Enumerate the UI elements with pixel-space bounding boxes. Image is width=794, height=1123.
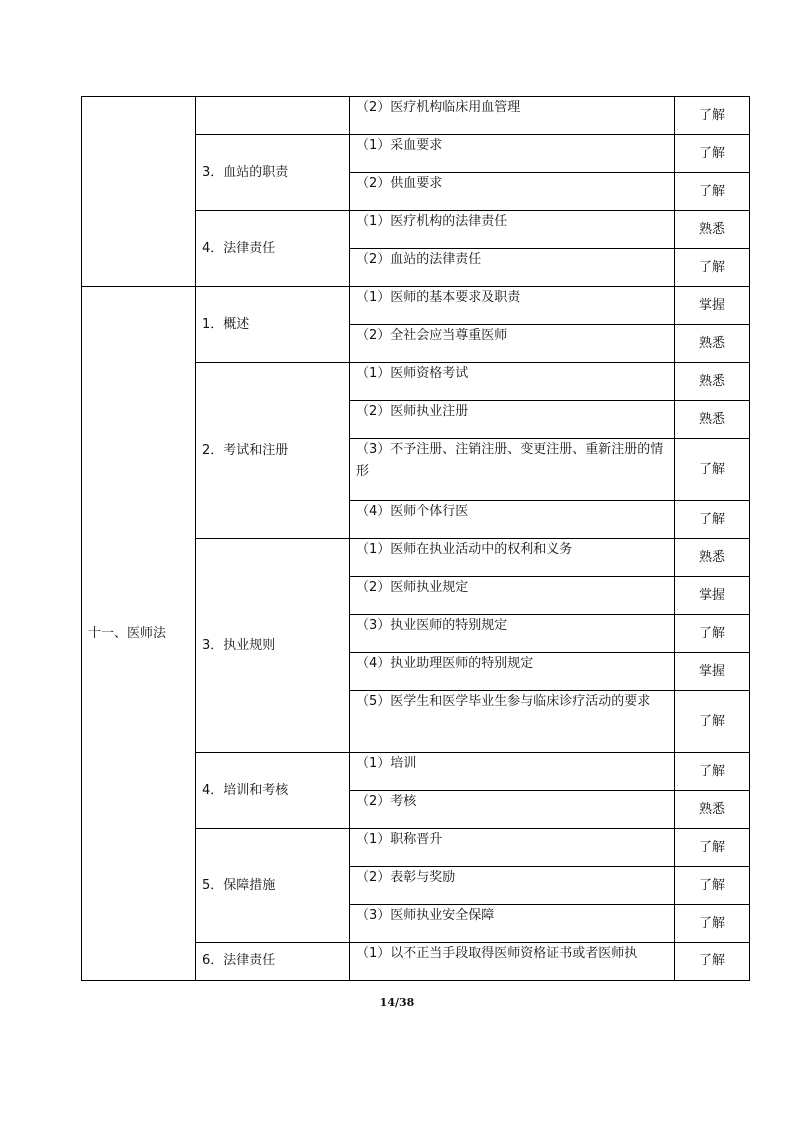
unit-cell: 5．保障措施	[196, 829, 350, 943]
level-cell: 熟悉	[675, 791, 750, 829]
level-cell: 了解	[675, 615, 750, 653]
unit-cell: 3．血站的职责	[196, 135, 350, 211]
level-cell: 了解	[675, 249, 750, 287]
level-cell: 熟悉	[675, 325, 750, 363]
unit-cell	[196, 97, 350, 135]
level-cell: 了解	[675, 439, 750, 501]
level-cell: 了解	[675, 135, 750, 173]
item-cell: （2）医师执业注册	[350, 401, 675, 439]
level-cell: 了解	[675, 905, 750, 943]
level-cell: 了解	[675, 753, 750, 791]
item-cell: （4）执业助理医师的特别规定	[350, 653, 675, 691]
item-cell: （2）全社会应当尊重医师	[350, 325, 675, 363]
item-cell: （3）不予注册、注销注册、变更注册、重新注册的情形	[350, 439, 675, 501]
item-cell: （2）考核	[350, 791, 675, 829]
unit-cell: 1．概述	[196, 287, 350, 363]
item-cell: （2）医疗机构临床用血管理	[350, 97, 675, 135]
level-cell: 熟悉	[675, 401, 750, 439]
item-cell: （2）表彰与奖励	[350, 867, 675, 905]
unit-cell: 4．培训和考核	[196, 753, 350, 829]
item-cell: （2）血站的法律责任	[350, 249, 675, 287]
unit-cell: 4．法律责任	[196, 211, 350, 287]
level-cell: 了解	[675, 829, 750, 867]
level-cell: 熟悉	[675, 211, 750, 249]
level-cell: 掌握	[675, 577, 750, 615]
section-cell: 十一、医师法	[82, 287, 196, 981]
level-cell: 熟悉	[675, 363, 750, 401]
item-cell: （1）职称晋升	[350, 829, 675, 867]
table-row	[82, 97, 750, 135]
unit-cell: 2．考试和注册	[196, 363, 350, 539]
level-cell: 掌握	[675, 653, 750, 691]
item-cell: （4）医师个体行医	[350, 501, 675, 539]
level-cell: 了解	[675, 867, 750, 905]
unit-cell: 6．法律责任	[196, 943, 350, 981]
item-cell: （1）医师在执业活动中的权利和义务	[350, 539, 675, 577]
level-cell: 了解	[675, 691, 750, 753]
item-cell: （2）医师执业规定	[350, 577, 675, 615]
item-cell: （3）执业医师的特别规定	[350, 615, 675, 653]
item-cell: （1）医师的基本要求及职责	[350, 287, 675, 325]
section-cell	[82, 97, 196, 287]
unit-cell: 3．执业规则	[196, 539, 350, 753]
level-cell: 掌握	[675, 287, 750, 325]
item-cell: （1）以不正当手段取得医师资格证书或者医师执	[350, 943, 675, 981]
item-cell: （2）供血要求	[350, 173, 675, 211]
level-cell: 了解	[675, 173, 750, 211]
item-cell: （1）医师资格考试	[350, 363, 675, 401]
table-row	[82, 287, 750, 325]
item-cell: （1）采血要求	[350, 135, 675, 173]
item-cell: （1）培训	[350, 753, 675, 791]
page-number: 14/38	[379, 996, 415, 1009]
item-cell: （3）医师执业安全保障	[350, 905, 675, 943]
level-cell: 熟悉	[675, 539, 750, 577]
syllabus-table	[81, 96, 750, 981]
item-cell: （1）医疗机构的法律责任	[350, 211, 675, 249]
level-cell: 了解	[675, 97, 750, 135]
level-cell: 了解	[675, 943, 750, 981]
item-cell: （5）医学生和医学毕业生参与临床诊疗活动的要求	[350, 691, 675, 753]
level-cell: 了解	[675, 501, 750, 539]
